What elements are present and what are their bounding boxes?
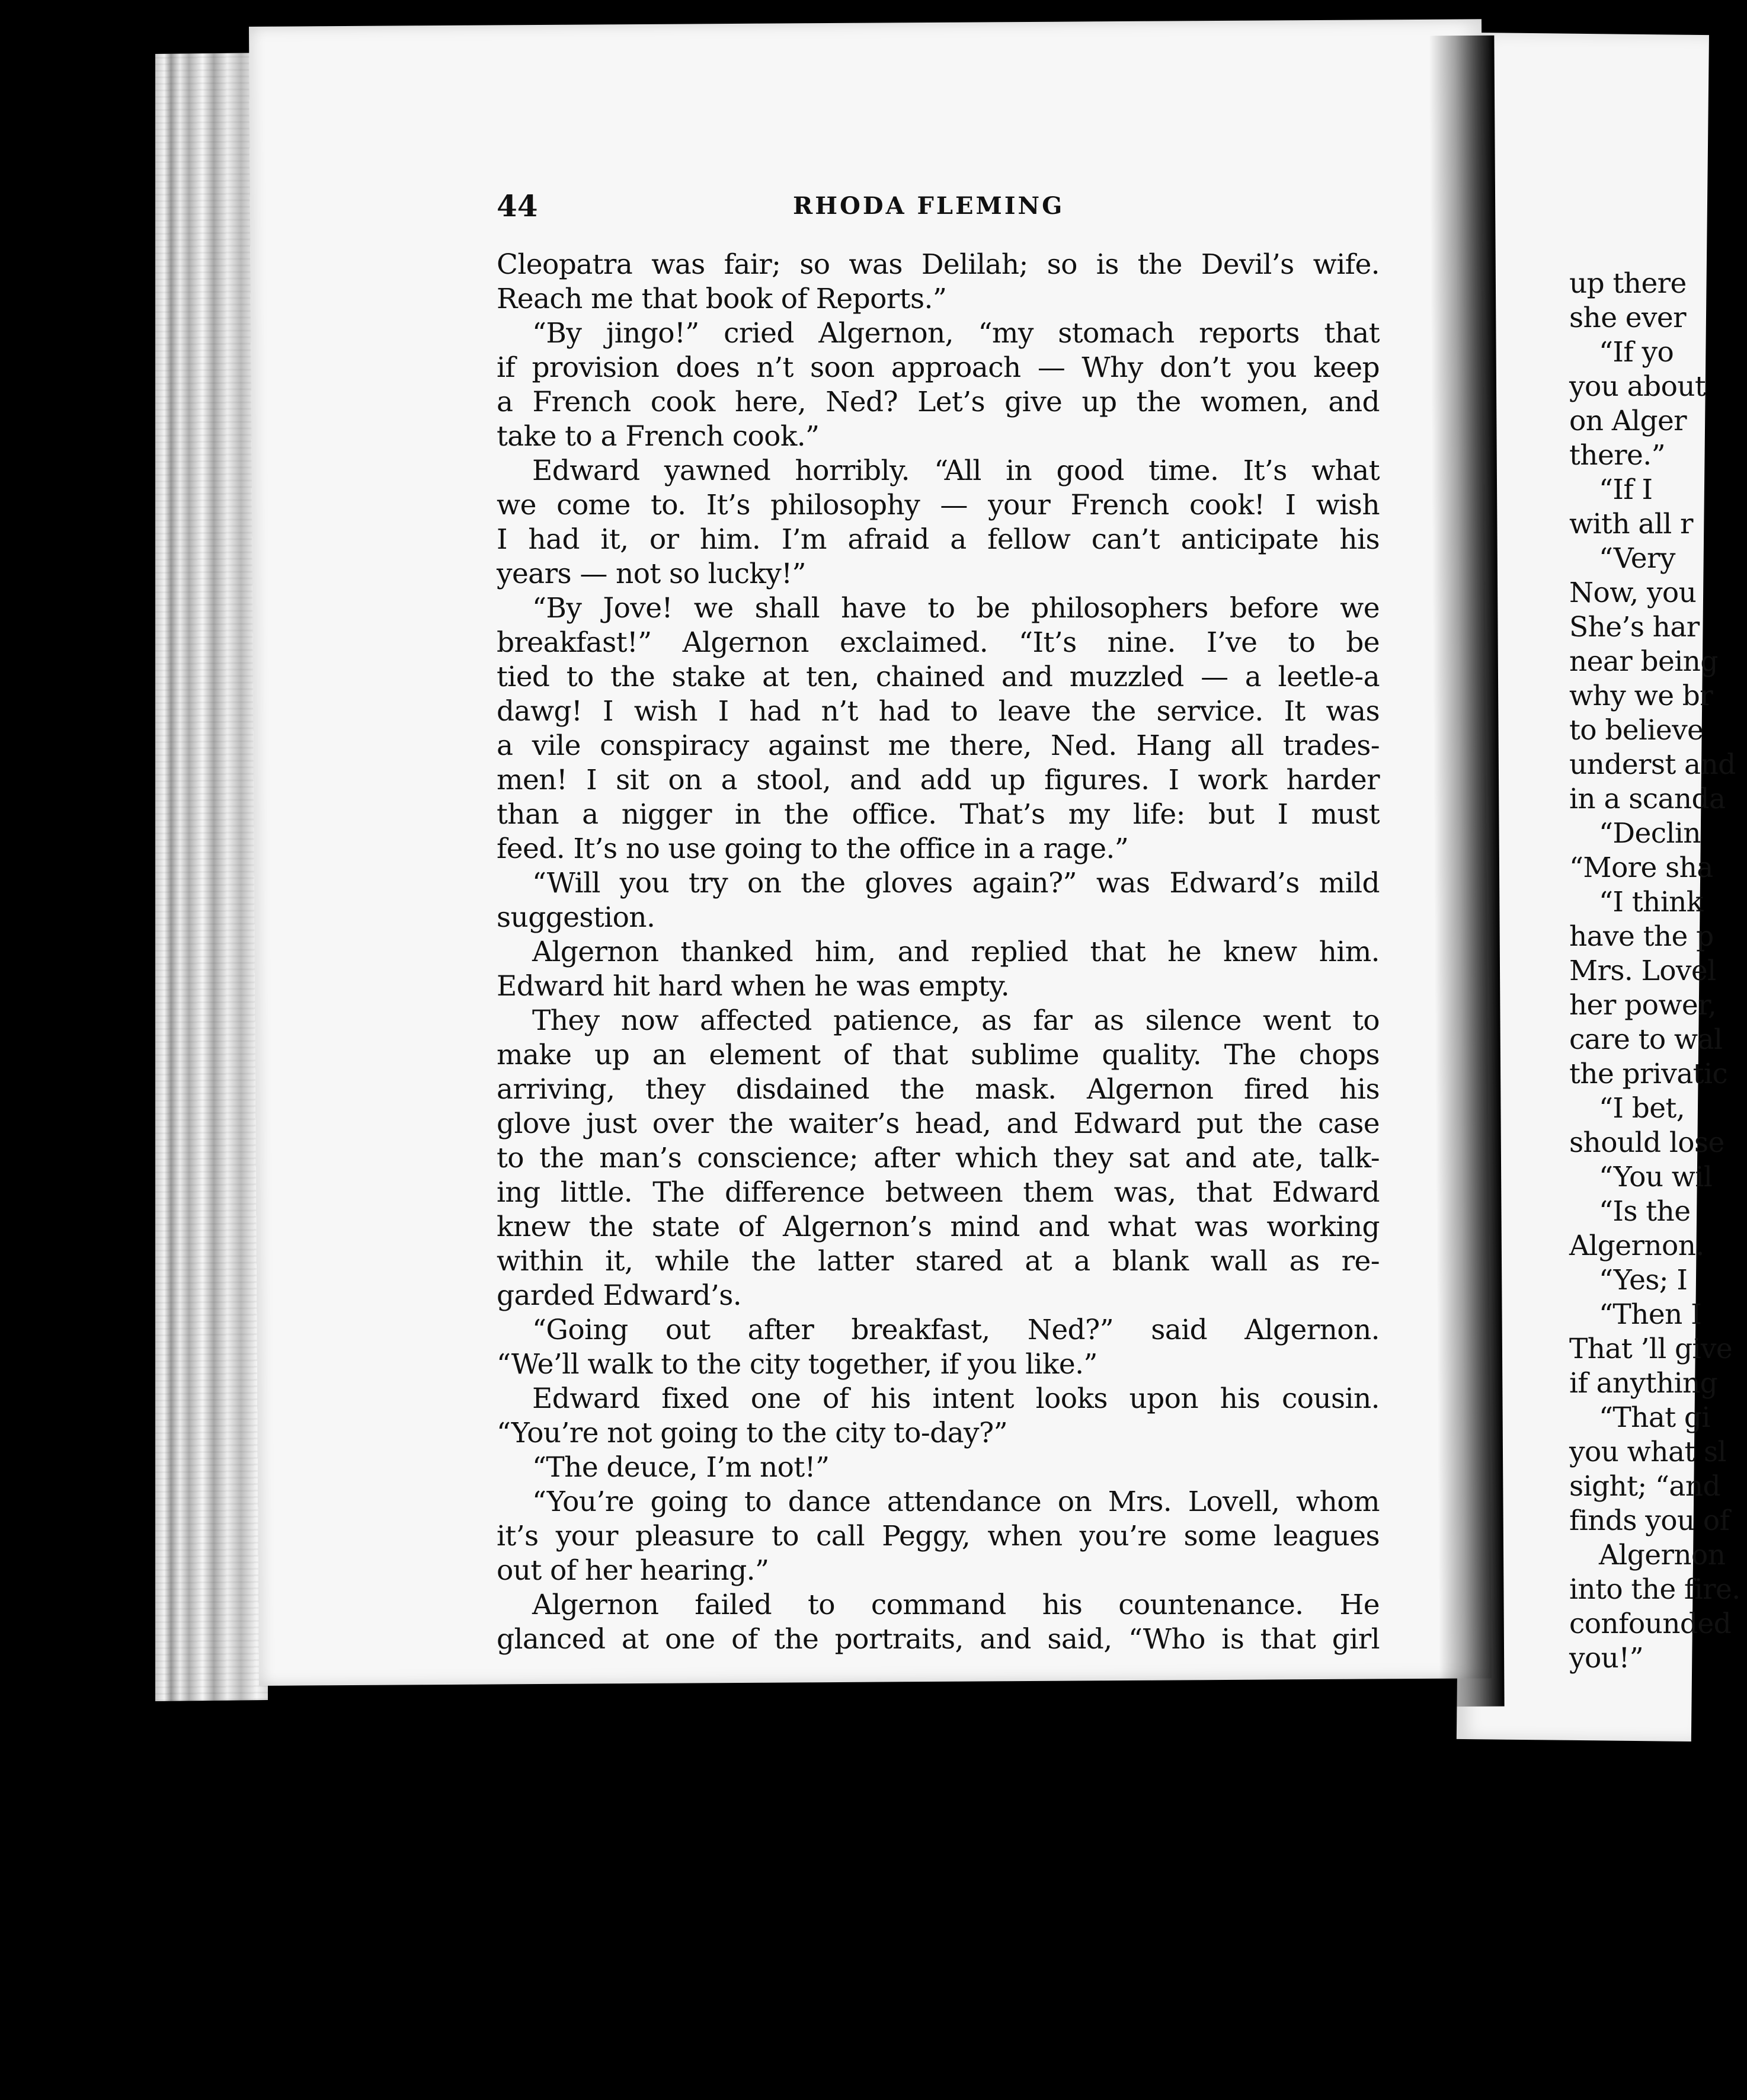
- text-line: breakfast!” Algernon exclaimed. “It’s nine. I’ve to be: [497, 626, 1380, 659]
- facing-page-text-line: should lose: [1569, 1126, 1724, 1159]
- text-line: I had it, or him. I’m afraid a fellow can’t anticipate his: [497, 523, 1380, 556]
- facing-page-text-line: into the fire.: [1569, 1573, 1740, 1606]
- text-line: knew the state of Algernon’s mind and what was working: [497, 1211, 1380, 1243]
- facing-page-text-line: why we br: [1569, 680, 1713, 712]
- facing-page-text-line: “Then I: [1599, 1298, 1702, 1331]
- text-line: Cleopatra was fair; so was Delilah; so is the Devil’s wife.: [497, 248, 1380, 281]
- text-line: “By jingo!” cried Algernon, “my stomach reports that: [532, 317, 1380, 350]
- facing-page-text-line: you!”: [1569, 1642, 1644, 1675]
- facing-page-text-line: the privatic: [1569, 1058, 1728, 1090]
- facing-page-text-line: if anything: [1569, 1367, 1718, 1400]
- text-line: “You’re going to dance attendance on Mrs. Lovell, whom: [532, 1486, 1380, 1518]
- text-line: take to a French cook.”: [497, 420, 820, 453]
- text-line: glove just over the waiter’s head, and Edward put the case: [497, 1107, 1380, 1140]
- text-line: ing little. The difference between them was, that Edward: [497, 1176, 1380, 1209]
- facing-page-text-line: She’s har: [1569, 611, 1700, 644]
- facing-page-text-line: “That gi: [1599, 1401, 1710, 1434]
- facing-page-text-line: “Declin: [1599, 817, 1701, 850]
- text-line: garded Edward’s.: [497, 1279, 742, 1312]
- text-line: “Will you try on the gloves again?” was Edward’s mild: [532, 867, 1380, 899]
- facing-page-text-line: “I bet,: [1599, 1092, 1685, 1125]
- text-line: feed. It’s no use going to the office in a rage.”: [497, 833, 1129, 865]
- text-line: suggestion.: [497, 901, 655, 934]
- text-line: glanced at one of the portraits, and said, “Who is that girl: [497, 1623, 1380, 1656]
- page-number: 44: [497, 188, 538, 223]
- facing-page-text-line: “More sha: [1569, 851, 1713, 884]
- text-line: Edward yawned horribly. “All in good time. It’s what: [532, 454, 1380, 487]
- facing-page-text-line: “Yes; I: [1599, 1264, 1688, 1297]
- gutter-shadow: [1429, 36, 1504, 1707]
- text-line: a vile conspiracy against me there, Ned. Hang all trades-: [497, 729, 1380, 762]
- text-line: “Going out after breakfast, Ned?” said Algernon.: [532, 1314, 1380, 1346]
- facing-page-text-line: near being: [1569, 645, 1718, 678]
- facing-page-text-line: there.”: [1569, 439, 1666, 472]
- facing-page-text-line: “If yo: [1599, 336, 1674, 369]
- text-line: “The deuce, I’m not!”: [532, 1451, 830, 1484]
- facing-page-text-line: have the p: [1569, 920, 1714, 953]
- text-line: than a nigger in the office. That’s my life: but I must: [497, 798, 1380, 831]
- text-line: men! I sit on a stool, and add up figures. I work harder: [497, 764, 1380, 796]
- facing-page-text-line: she ever: [1569, 302, 1686, 334]
- facing-page-text-line: her power,: [1569, 989, 1717, 1022]
- text-line: Reach me that book of Reports.”: [497, 283, 947, 315]
- facing-page-text-line: to believe: [1569, 714, 1704, 747]
- text-line: to the man’s conscience; after which they sat and ate, talk-: [497, 1142, 1380, 1174]
- right-page-text: [1569, 267, 1747, 1676]
- facing-page-text-line: you about: [1569, 370, 1706, 403]
- facing-page-text-line: Mrs. Lovel: [1569, 955, 1716, 987]
- text-line: “By Jove! we shall have to be philosophers before we: [532, 592, 1380, 625]
- facing-page-text-line: “You wil: [1599, 1161, 1713, 1193]
- facing-page-text-line: in a scanda: [1569, 783, 1726, 815]
- running-head: [497, 188, 1374, 224]
- text-line: They now affected patience, as far as silence went to: [532, 1004, 1380, 1037]
- facing-page-text-line: confounded: [1569, 1608, 1732, 1640]
- facing-page-text-line: underst and: [1569, 748, 1736, 781]
- facing-page-text-line: Algernon.: [1569, 1230, 1704, 1262]
- running-title: RHODA FLEMING: [793, 192, 1065, 220]
- text-line: if provision does n’t soon approach — Why don’t you keep: [497, 351, 1380, 384]
- facing-page-text-line: That ’ll give: [1569, 1333, 1733, 1365]
- text-line: a French cook here, Ned? Let’s give up the women, and: [497, 386, 1380, 418]
- facing-page-text-line: finds you of: [1569, 1504, 1730, 1537]
- text-line: “You’re not going to the city to-day?”: [497, 1417, 1008, 1449]
- text-line: we come to. It’s philosophy — your French cook! I wish: [497, 489, 1380, 521]
- text-line: years — not so lucky!”: [497, 558, 806, 590]
- facing-page-text-line: with all r: [1569, 508, 1693, 540]
- text-line: “We’ll walk to the city together, if you like.”: [497, 1348, 1098, 1381]
- text-line: make up an element of that sublime quality. The chops: [497, 1039, 1380, 1071]
- facing-page-text-line: you what sl: [1569, 1436, 1726, 1468]
- text-line: dawg! I wish I had n’t had to leave the service. It was: [497, 695, 1380, 728]
- facing-page-text-line: Algernon: [1599, 1539, 1726, 1571]
- text-line: it’s your pleasure to call Peggy, when you’re some leagues: [497, 1520, 1380, 1552]
- text-line: arriving, they disdained the mask. Algernon fired his: [497, 1073, 1380, 1106]
- left-page-text: [497, 248, 1380, 1657]
- facing-page-text-line: Now, you: [1569, 577, 1697, 609]
- facing-page-text-line: “Is the: [1599, 1195, 1691, 1228]
- text-line: out of her hearing.”: [497, 1554, 769, 1587]
- text-line: Algernon failed to command his countenance. He: [532, 1589, 1380, 1621]
- facing-page-text-line: on Alger: [1569, 405, 1687, 437]
- facing-page-text-line: “If I: [1599, 473, 1653, 506]
- text-line: Edward fixed one of his intent looks upon his cousin.: [532, 1382, 1380, 1415]
- text-line: within it, while the latter stared at a blank wall as re-: [497, 1245, 1380, 1278]
- facing-page-text-line: “I think: [1599, 886, 1703, 918]
- facing-page-text-line: sight; “and: [1569, 1470, 1720, 1503]
- text-line: Edward hit hard when he was empty.: [497, 970, 1010, 1003]
- text-line: Algernon thanked him, and replied that he knew him.: [532, 936, 1380, 968]
- facing-page-text-line: care to wal: [1569, 1023, 1723, 1056]
- text-line: tied to the stake at ten, chained and muzzled — a leetle-a: [497, 661, 1380, 693]
- facing-page-text-line: up there: [1569, 267, 1687, 300]
- facing-page-text-line: “Very: [1599, 542, 1675, 575]
